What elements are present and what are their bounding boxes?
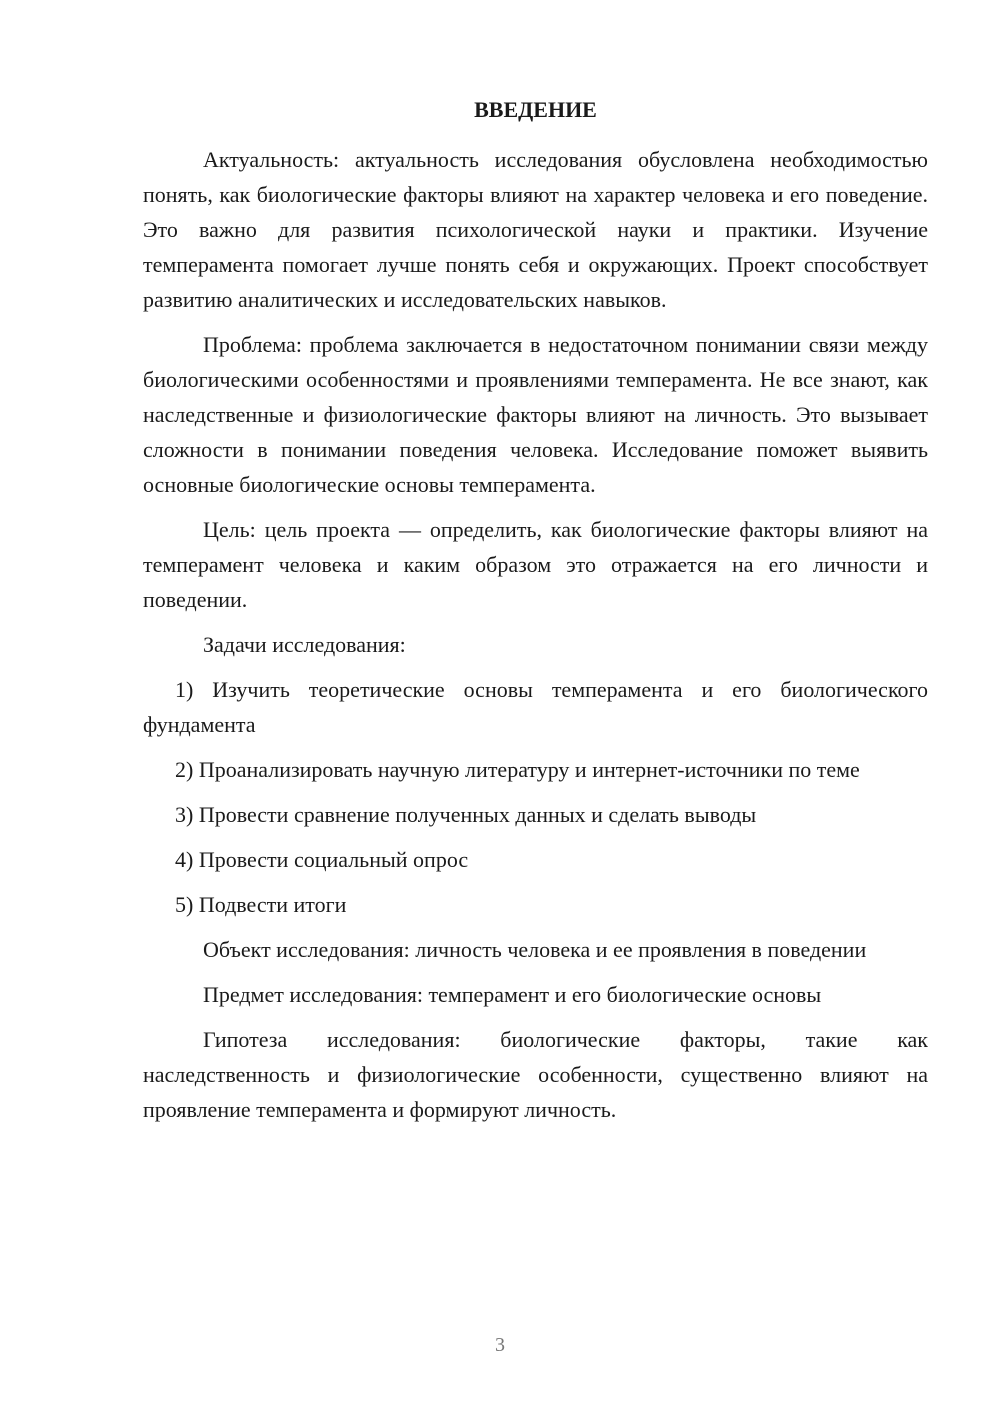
paragraph-hypothesis: Гипотеза исследования: биологические факторы, такие как наследственность и физиологические особенности, существенно влияют на проявление темперамента и формируют личность.: [143, 1027, 928, 1122]
paragraph-subject: Предмет исследования: темперамент и его биологические основы: [203, 982, 822, 1007]
section-heading: ВВЕДЕНИЕ: [474, 97, 597, 122]
paragraph-goal: Цель: цель проекта — определить, как биологические факторы влияют на темперамент человека и каким образом это отражается на его личности и поведении.: [143, 517, 928, 612]
paragraph-object: Объект исследования: личность человека и ее проявления в поведении: [203, 937, 867, 962]
task-item-4: 4) Провести социальный опрос: [175, 847, 469, 872]
task-item-1: 1) Изучить теоретические основы темперамента и его биологического фундамента: [143, 677, 928, 737]
paragraph-problem: Проблема: проблема заключается в недостаточном понимании связи между биологическими особенностями и проявлениями темперамента. Не все знают, как наследственные и физиологические факторы влияют на личность. Это вызывает сложности в понимании поведения человека. Исследование поможет выявить основные биологические основы темперамента.: [143, 332, 928, 497]
document-body: [143, 142, 928, 1137]
paragraph-relevance: Актуальность: актуальность исследования обусловлена необходимостью понять, как биологические факторы влияют на характер человека и его поведение. Это важно для развития психологической науки и практики. Изучение темперамента помогает лучше понять себя и окружающих. Проект способствует развитию аналитических и исследовательских навыков.: [143, 147, 928, 312]
task-item-3: 3) Провести сравнение полученных данных и сделать выводы: [175, 802, 757, 827]
page-number: 3: [495, 1334, 505, 1356]
paragraph-tasks-heading: Задачи исследования:: [203, 632, 406, 657]
task-item-5: 5) Подвести итоги: [175, 892, 347, 917]
task-item-2: 2) Проанализировать научную литературу и интернет-источники по теме: [175, 757, 860, 782]
